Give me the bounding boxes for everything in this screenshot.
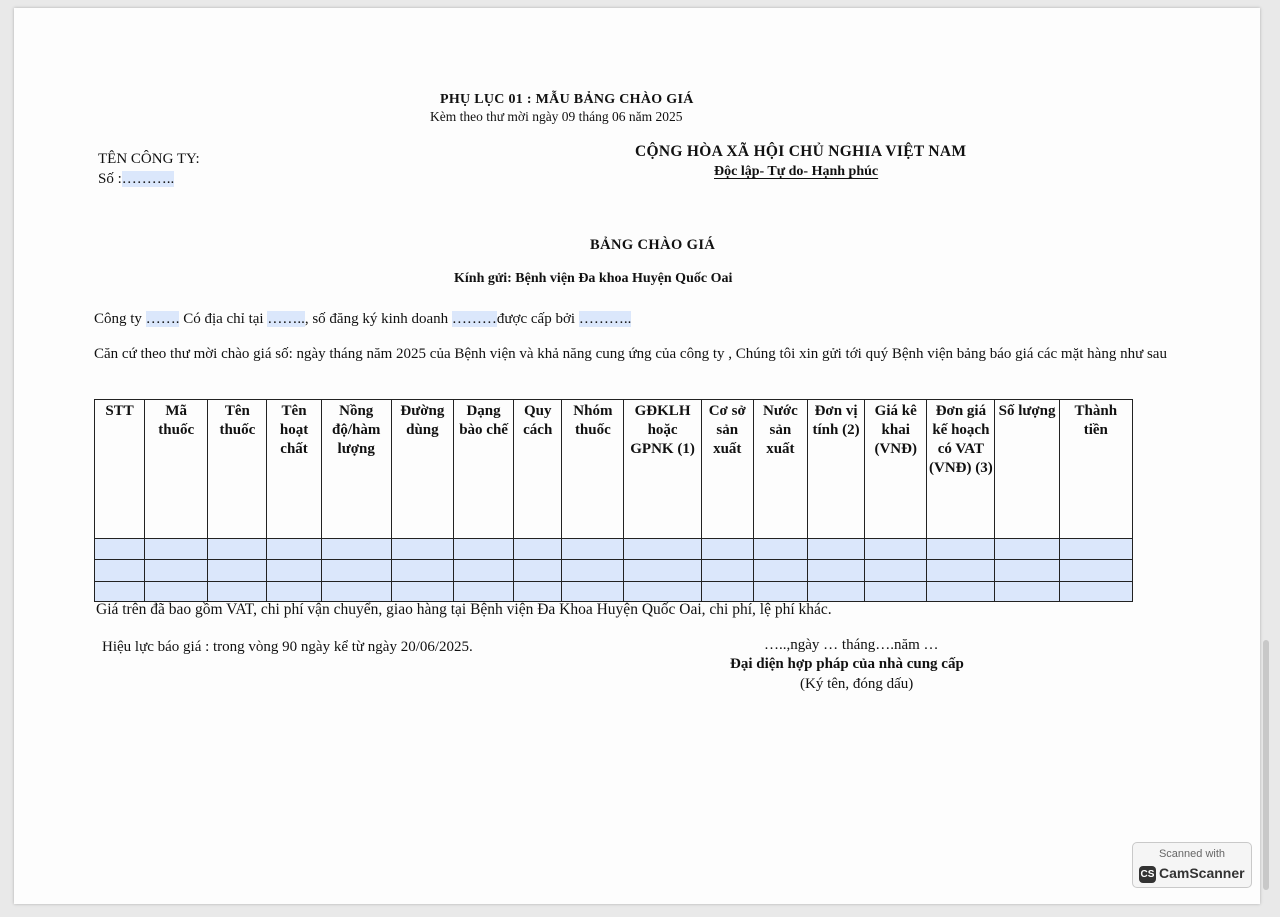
watermark-caption: Scanned with	[1158, 848, 1226, 860]
table-cell	[453, 560, 513, 582]
table-cell	[453, 539, 513, 560]
table-header-row	[95, 400, 1133, 539]
table-cell	[391, 539, 453, 560]
table-cell	[927, 582, 995, 602]
table-cell	[753, 539, 807, 560]
recipient-line: Kính gửi: Bệnh viện Đa khoa Huyện Quốc Oai	[454, 271, 733, 286]
business-reg-field: ………	[451, 311, 497, 327]
table-cell	[1059, 539, 1132, 560]
table-cell	[95, 582, 145, 602]
column-header: GĐKLH hoặc GPNK (1)	[624, 400, 701, 539]
appendix-title: PHỤ LỤC 01 : MẪU BẢNG CHÀO GIÁ	[440, 92, 694, 107]
representative-title: Đại diện hợp pháp của nhà cung cấp	[730, 656, 964, 672]
column-header: Dạng bào chế	[453, 400, 513, 539]
camscanner-watermark	[1132, 842, 1252, 888]
table-cell	[927, 560, 995, 582]
table-cell	[321, 582, 391, 602]
table-cell	[865, 539, 927, 560]
national-motto: Độc lập- Tự do- Hạnh phúc	[714, 164, 879, 179]
table-cell	[321, 539, 391, 560]
watermark-brand: CamScanner	[1159, 865, 1245, 881]
table-cell	[145, 582, 208, 602]
document-number-label: Số :	[98, 171, 122, 187]
table-cell	[701, 539, 753, 560]
table-cell	[701, 560, 753, 582]
table-cell	[95, 560, 145, 582]
table-cell	[624, 539, 701, 560]
vertical-scrollbar[interactable]	[1263, 640, 1269, 890]
company-text: Công ty	[94, 311, 146, 327]
company-name-label: TÊN CÔNG TY:	[98, 151, 200, 167]
table-row	[95, 539, 1133, 560]
table-cell	[624, 560, 701, 582]
column-header: Đơn giá kế hoạch có VAT (VNĐ) (3)	[927, 400, 995, 539]
address-text: Có địa chỉ tại	[179, 311, 268, 327]
table-cell	[562, 539, 624, 560]
table-cell	[753, 560, 807, 582]
table-cell	[267, 582, 321, 602]
camscanner-logo-icon: CS	[1139, 866, 1156, 883]
table-cell	[453, 582, 513, 602]
table-cell	[995, 539, 1059, 560]
table-cell	[321, 560, 391, 582]
column-header: Nước sản xuất	[753, 400, 807, 539]
table-cell	[391, 560, 453, 582]
table-row	[95, 582, 1133, 602]
national-title: CỘNG HÒA XÃ HỘI CHỦ NGHIA VIỆT NAM	[635, 143, 967, 160]
table-cell	[145, 539, 208, 560]
table-cell	[145, 560, 208, 582]
table-cell	[807, 539, 864, 560]
table-cell	[865, 560, 927, 582]
table-cell	[1059, 582, 1132, 602]
price-note: Giá trên đã bao gồm VAT, chi phí vận chuyển, giao hàng tại Bệnh viện Đa Khoa Huyện Quốc Oai, chi phí, lệ phí khác.	[96, 601, 832, 618]
table-cell	[753, 582, 807, 602]
table-cell	[95, 539, 145, 560]
company-name-field: …….	[145, 311, 180, 327]
column-header: Quy cách	[514, 400, 562, 539]
table-cell	[208, 560, 267, 582]
business-reg-text: , số đăng ký kinh doanh	[304, 311, 452, 327]
sheet-title: BẢNG CHÀO GIÁ	[590, 237, 716, 253]
document-number	[98, 171, 174, 188]
appendix-subtitle: Kèm theo thư mời ngày 09 tháng 06 năm 2025	[430, 109, 683, 124]
column-header: STT	[95, 400, 145, 539]
column-header: Nồng độ/hàm lượng	[321, 400, 391, 539]
column-header: Tên thuốc	[208, 400, 267, 539]
column-header: Đường dùng	[391, 400, 453, 539]
validity-line: Hiệu lực báo giá : trong vòng 90 ngày kể từ ngày 20/06/2025.	[102, 639, 473, 655]
date-line: …..,ngày … tháng….năm …	[764, 637, 939, 653]
table-cell	[624, 582, 701, 602]
table-cell	[701, 582, 753, 602]
column-header: Thành tiền	[1059, 400, 1132, 539]
table-cell	[208, 539, 267, 560]
table-cell	[562, 560, 624, 582]
table-cell	[927, 539, 995, 560]
signature-note: (Ký tên, đóng dấu)	[800, 676, 914, 692]
table-cell	[514, 539, 562, 560]
column-header: Đơn vị tính (2)	[807, 400, 864, 539]
table-cell	[865, 582, 927, 602]
table-cell	[514, 560, 562, 582]
scanned-document-page	[14, 8, 1260, 904]
company-info-line	[94, 311, 631, 328]
column-header: Mã thuốc	[145, 400, 208, 539]
table-cell	[807, 560, 864, 582]
column-header: Số lượng	[995, 400, 1059, 539]
table-cell	[995, 582, 1059, 602]
table-cell	[995, 560, 1059, 582]
address-field: ……..	[267, 311, 305, 327]
table-row	[95, 560, 1133, 582]
column-header: Giá kê khai (VNĐ)	[865, 400, 927, 539]
table-cell	[1059, 560, 1132, 582]
table-cell	[208, 582, 267, 602]
table-cell	[562, 582, 624, 602]
price-quote-table	[94, 399, 1133, 602]
table-cell	[391, 582, 453, 602]
issued-by-field: ………..	[578, 311, 632, 327]
basis-paragraph: Căn cứ theo thư mời chào giá số: ngày tháng năm 2025 của Bệnh viện và khả năng cung ứng của công ty , Chúng tôi xin gửi tới quý Bệnh viện bảng báo giá các mặt hàng như sau	[94, 346, 1167, 362]
table-cell	[267, 539, 321, 560]
issued-by-text: được cấp bởi	[496, 311, 579, 327]
table-cell	[267, 560, 321, 582]
document-number-field: ………..	[121, 171, 175, 187]
table-cell	[807, 582, 864, 602]
column-header: Cơ sở sản xuất	[701, 400, 753, 539]
column-header: Tên hoạt chất	[267, 400, 321, 539]
column-header: Nhóm thuốc	[562, 400, 624, 539]
table-cell	[514, 582, 562, 602]
